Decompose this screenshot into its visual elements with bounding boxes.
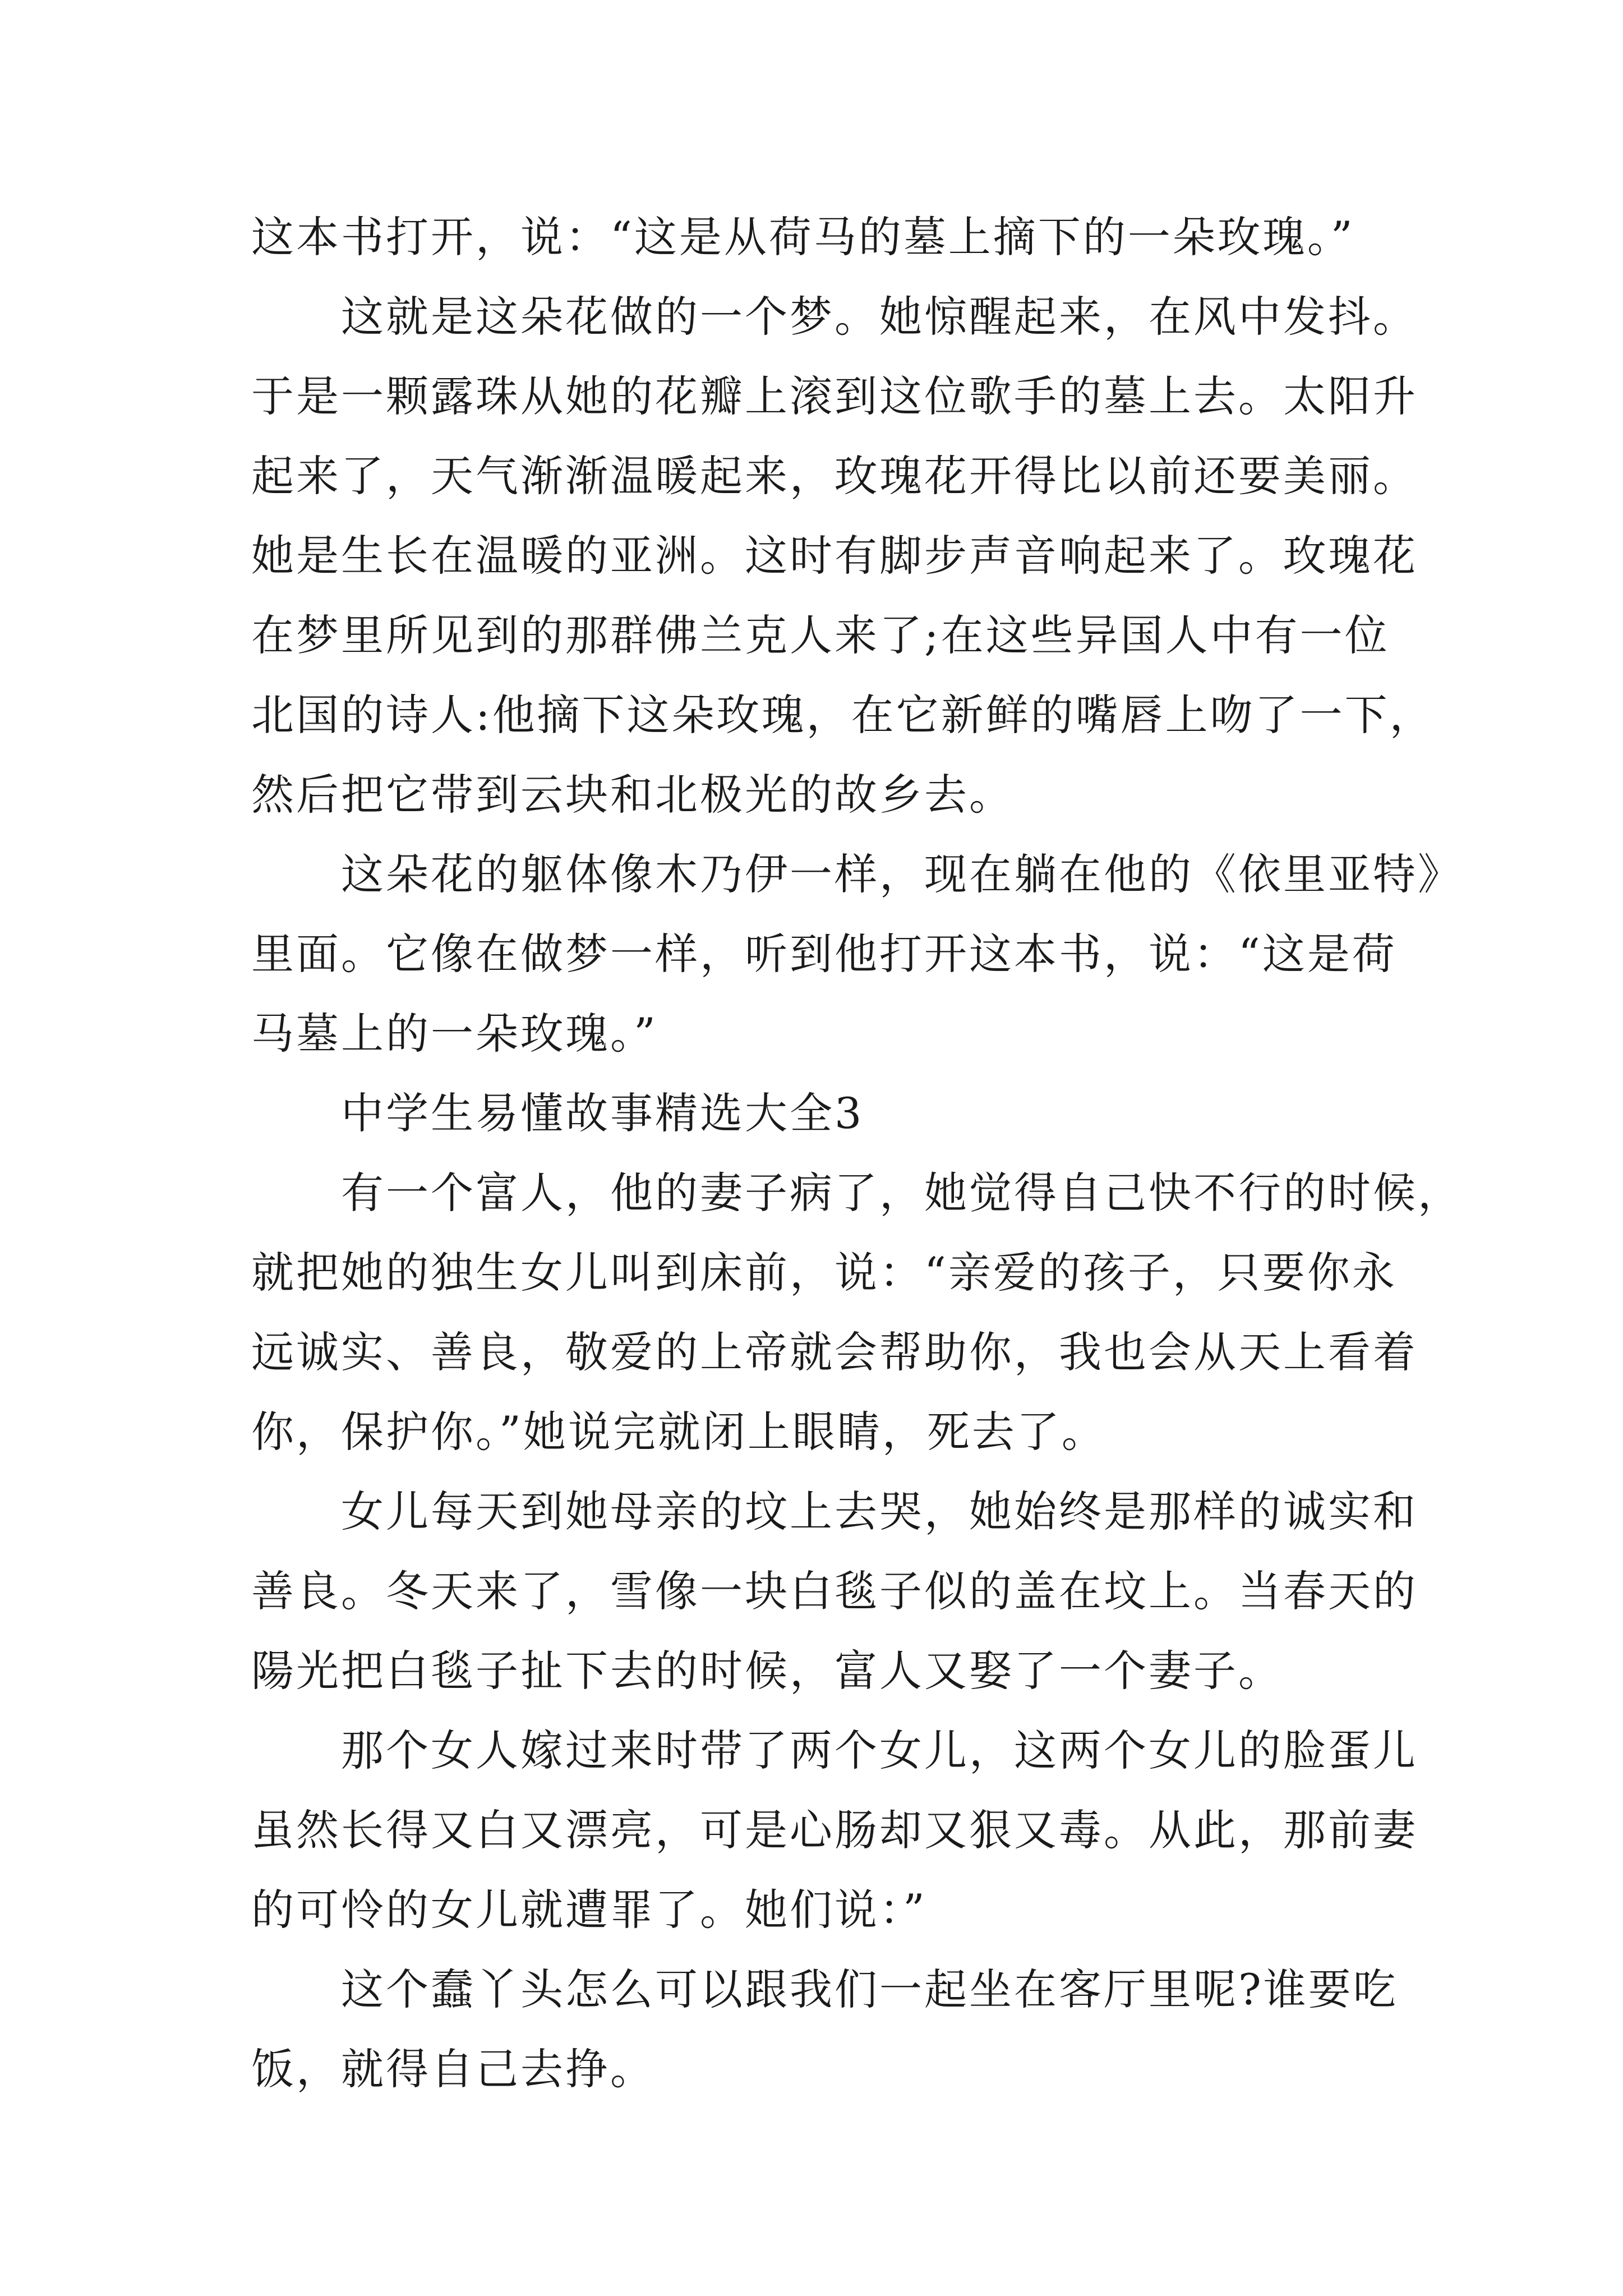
text-line: 虽然长得又白又漂亮，可是心肠却又狠又毒。从此，那前妻 — [251, 1805, 1418, 1855]
text-line: 远诚实、善良，敬爱的上帝就会帮助你，我也会从天上看着 — [251, 1327, 1418, 1377]
text-line: 的可怜的女儿就遭罪了。她们说：” — [251, 1885, 927, 1935]
text-line: 起来了，天气渐渐温暖起来，玫瑰花开得比以前还要美丽。 — [251, 451, 1418, 501]
section-heading: 中学生易懂故事精选大全3 — [341, 1088, 864, 1138]
text-line: 她是生长在温暖的亚洲。这时有脚步声音响起来了。玫瑰花 — [251, 531, 1418, 581]
text-line: 善良。冬天来了，雪像一块白毯子似的盖在坟上。当春天的 — [251, 1566, 1418, 1616]
text-line: 北国的诗人:他摘下这朵玫瑰，在它新鲜的嘴唇上吻了一下， — [251, 690, 1435, 740]
text-line: 女儿每天到她母亲的坟上去哭，她始终是那样的诚实和 — [341, 1487, 1418, 1536]
text-line: 在梦里所见到的那群佛兰克人来了;在这些异国人中有一位 — [251, 610, 1390, 660]
text-line: 你，保护你。”她说完就闭上眼睛，死去了。 — [251, 1407, 1106, 1457]
text-line: 然后把它带到云块和北极光的故乡去。 — [251, 770, 1014, 820]
text-line: 马墓上的一朵玫瑰。” — [251, 1009, 658, 1059]
text-line: 就把她的独生女儿叫到床前，说：“亲爱的孩子，只要你永 — [251, 1248, 1397, 1297]
text-line: 于是一颗露珠从她的花瓣上滚到这位歌手的墓上去。太阳升 — [251, 371, 1418, 421]
text-line: 这个蠢丫头怎么可以跟我们一起坐在客厅里呢?谁要吃 — [341, 1964, 1398, 2014]
text-line: 这本书打开，说：“这是从荷马的墓上摘下的一朵玫瑰。” — [251, 212, 1355, 262]
text-line: 里面。它像在做梦一样，听到他打开这本书，说：“这是荷 — [251, 929, 1397, 979]
body-text — [251, 197, 1463, 2109]
text-line: 饭，就得自己去挣。 — [251, 2044, 655, 2094]
text-line: 陽光把白毯子扯下去的时候，富人又娶了一个妻子。 — [251, 1646, 1283, 1696]
text-line: 那个女人嫁过来时带了两个女儿，这两个女儿的脸蛋儿 — [341, 1726, 1418, 1775]
text-line: 这朵花的躯体像木乃伊一样，现在躺在他的《依里亚特》 — [341, 849, 1463, 899]
text-line: 有一个富人，他的妻子病了，她觉得自己快不行的时候， — [341, 1168, 1463, 1218]
text-line: 这就是这朵花做的一个梦。她惊醒起来，在风中发抖。 — [341, 292, 1418, 342]
